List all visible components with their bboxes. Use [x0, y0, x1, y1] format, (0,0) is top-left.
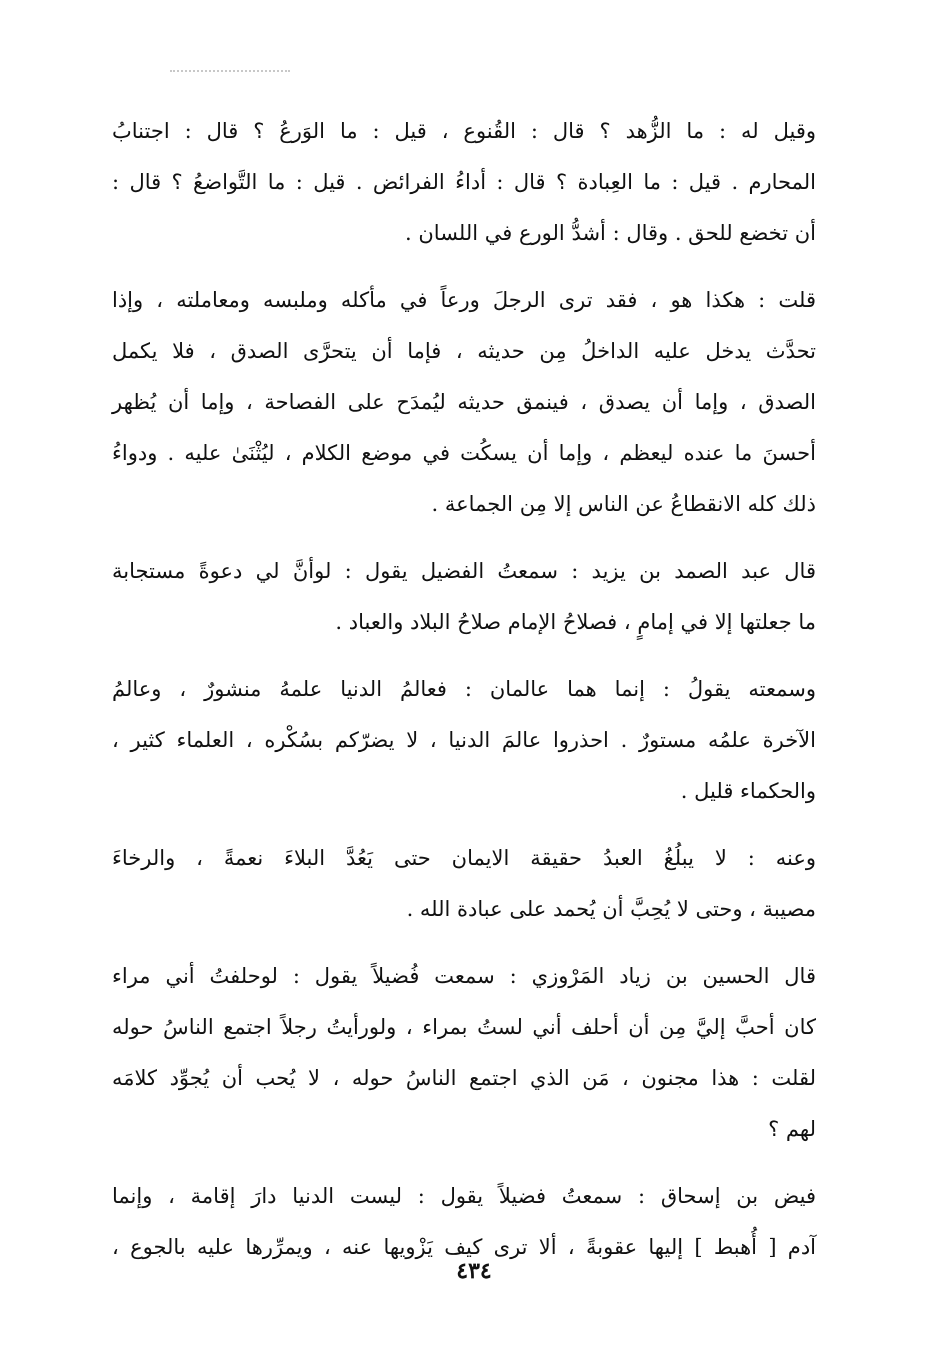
text-line: أن تخضع للحق . وقال : أشدُّ الورع في اللسان . — [405, 221, 816, 245]
text-line: فيض بن إسحاق : سمعتُ فضيلاً يقول : ليست الدنيا دارَ إقامة ، وإنما — [112, 1184, 816, 1208]
text-line: قال الحسين بن زياد المَرْوزي : سمعت فُضيلاً يقول : لوحلفتُ أني مراء — [112, 964, 816, 988]
text-line: كان أحبَّ إليَّ مِن أن أحلف أني لستُ بمراء ، ولورأيتُ رجلاً اجتمع الناسُ حوله — [112, 1015, 816, 1039]
text-line: لهم ؟ — [768, 1117, 816, 1141]
text-line: الآخرة علمُه مستورٌ . احذروا عالمَ الدنيا ، لا يضرّكم بسُكْره ، العلماء كثير ، — [112, 728, 816, 752]
text-line: المحارم . قيل : ما العِبادة ؟ قال : أداءُ الفرائض . قيل : ما التَّواضعُ ؟ قال : — [112, 170, 816, 194]
text-line: ما جعلتها إلا في إمامٍ ، فصلاحُ الإمام صلاحُ البلاد والعباد . — [335, 610, 816, 634]
paragraph-commentary — [112, 275, 816, 530]
paragraph-two-scholars — [112, 664, 816, 817]
scan-artifact-dots — [170, 70, 290, 78]
paragraph-al-husayn — [112, 951, 816, 1155]
text-line: آدم [ أُهبط ] إليها عقوبةً ، ألا ترى كيف يَزْويها عنه ، ويمرِّرها عليه بالجوع ، — [112, 1235, 816, 1259]
text-line: الصدق ، وإما أن يصدق ، فينمق حديثه ليُمدَح على الفصاحة ، وإما أن يُظهر — [112, 390, 816, 414]
text-line: والحكماء قليل . — [680, 779, 816, 803]
text-line: لقلت : هذا مجنون ، مَن الذي اجتمع الناسُ حوله ، لا يُحب أن يُجوِّد كلامَه — [112, 1066, 816, 1090]
text-line: وقيل له : ما الزُّهد ؟ قال : القُنوع ، قيل : ما الوَرعُ ؟ قال : اجتنابُ — [112, 119, 816, 143]
body-text — [112, 106, 816, 1289]
paragraph-zuhd-definitions — [112, 106, 816, 259]
paragraph-true-faith — [112, 833, 816, 935]
text-line: وسمعته يقولُ : إنما هما عالمان : فعالمُ الدنيا علمهُ منشورٌ ، وعالمُ — [112, 677, 816, 701]
paragraph-abd-al-samad — [112, 546, 816, 648]
page-number: ٤٣٤ — [456, 1258, 492, 1284]
text-line: مصيبة ، وحتى لا يُحِبَّ أن يُحمد على عبادة الله . — [406, 897, 816, 921]
text-line: أحسنَ ما عنده ليعظم ، وإما أن يسكُت في موضع الكلام ، ليُثْنَىٰ عليه . ودواءُ — [112, 441, 816, 465]
text-line: ذلك كله الانقطاعُ عن الناس إلا مِن الجماعة . — [431, 492, 816, 516]
text-line: قال عبد الصمد بن يزيد : سمعتُ الفضيل يقول : لوأنَّ لي دعوةً مستجابة — [112, 559, 816, 583]
text-line: وعنه : لا يبلُغُ العبدُ حقيقة الايمان حتى يَعُدَّ البلاءَ نعمةً ، والرخاءَ — [112, 846, 816, 870]
text-line: تحدَّث يدخل عليه الداخلُ مِن حديثه ، فإما أن يتحرَّى الصدق ، فلا يكمل — [112, 339, 816, 363]
text-line: قلت : هكذا هو ، فقد ترى الرجلَ ورعاً في مأكله وملبسه ومعاملته ، وإذا — [112, 288, 816, 312]
